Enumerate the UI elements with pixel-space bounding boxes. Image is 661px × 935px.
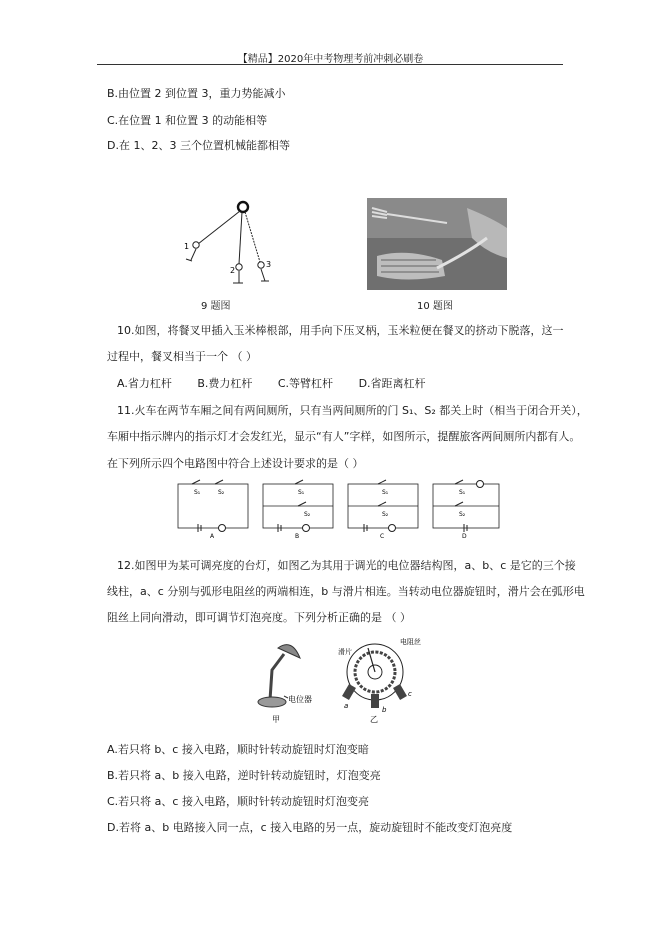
svg-text:滑片: 滑片: [338, 648, 352, 656]
circuit-a: [178, 480, 248, 540]
circuit-c: [348, 480, 418, 540]
q9-option-b: B.由位置 2 到位置 3，重力势能减小: [107, 87, 286, 100]
svg-text:S₂: S₂: [382, 511, 389, 518]
q10-stem-line2: 过程中，餐叉相当于一个 （ ）: [107, 350, 257, 363]
q12-option-a: A.若只将 b、c 接入电路，顺时针转动旋钮时灯泡变暗: [107, 743, 369, 756]
svg-text:S₁: S₁: [194, 489, 201, 496]
circuit-diagrams: [170, 478, 500, 540]
lamp-potentiometer-figure: [250, 630, 450, 725]
svg-text:B: B: [295, 533, 300, 540]
fork-corn-photo: [367, 198, 507, 290]
q12-option-b: B.若只将 a、b 接入电路，逆时针转动旋钮时，灯泡变亮: [107, 769, 381, 782]
svg-text:C: C: [380, 533, 385, 540]
svg-text:S₂: S₂: [459, 511, 466, 518]
svg-text:c: c: [408, 690, 412, 698]
pendulum-label-1: 1: [184, 242, 190, 251]
q11-stem-line1: 11.火车在两节车厢之间有两间厕所，只有当两间厕所的门 S₁、S₂ 都关上时（相当于闭合开关），: [117, 404, 588, 417]
svg-text:S₁: S₁: [459, 489, 466, 496]
circuit-d: [433, 480, 499, 540]
q10-option-c: C.等臂杠杆: [277, 377, 334, 390]
pendulum-label-3: 3: [266, 260, 272, 269]
header-rule: [97, 64, 563, 65]
svg-text:a: a: [344, 702, 349, 710]
q12-stem-line3: 阻丝上同向滑动，即可调节灯泡亮度。下列分析正确的是 （ ）: [107, 611, 411, 624]
circuit-b: [263, 480, 333, 540]
svg-text:D: D: [462, 533, 467, 540]
q10-option-a: A.省力杠杆: [117, 377, 172, 390]
svg-text:S₁: S₁: [382, 489, 389, 496]
q12-stem-line2: 线柱，a、c 分别与弧形电阻丝的两端相连，b 与滑片相连。当转动电位器旋钮时，滑片会在弧形电: [107, 585, 585, 598]
page-header: 【精品】2020年中考物理考前冲刺必刷卷: [237, 54, 424, 65]
svg-text:A: A: [210, 533, 215, 540]
q10-stem-line1: 10.如图，将餐叉甲插入玉米棒根部，用手向下压叉柄，玉米粒便在餐叉的挤动下脱落，这一: [117, 324, 564, 337]
q10-option-b: B.费力杠杆: [197, 377, 253, 390]
svg-text:乙: 乙: [370, 715, 378, 724]
svg-text:电位器: 电位器: [288, 695, 312, 704]
q11-stem-line2: 车厢中指示牌内的指示灯才会发红光，显示“有人”字样，如图所示，提醒旅客两间厕所内都有人。: [107, 430, 581, 443]
q12-option-d: D.若将 a、b 电路接入同一点，c 接入电路的另一点，旋动旋钮时不能改变灯泡亮度: [107, 821, 513, 834]
svg-text:b: b: [382, 706, 387, 714]
q11-stem-line3: 在下列所示四个电路图中符合上述设计要求的是（ ）: [107, 457, 364, 470]
fig10-caption: 10 题图: [417, 301, 453, 312]
fig9-caption: 9 题图: [201, 301, 231, 312]
svg-text:电阻丝: 电阻丝: [400, 638, 421, 646]
svg-text:S₂: S₂: [304, 511, 311, 518]
svg-text:甲: 甲: [272, 715, 280, 724]
pendulum-figure: [170, 195, 290, 295]
svg-text:S₁: S₁: [298, 489, 305, 496]
q10-option-d: D.省距离杠杆: [358, 377, 426, 390]
q10-options: [117, 375, 448, 391]
svg-text:S₂: S₂: [218, 489, 225, 496]
pendulum-label-2: 2: [230, 266, 236, 275]
q9-option-c: C.在位置 1 和位置 3 的动能相等: [107, 114, 268, 127]
q12-option-c: C.若只将 a、c 接入电路，顺时针转动旋钮时灯泡变亮: [107, 795, 369, 808]
q12-stem-line1: 12.如图甲为某可调亮度的台灯，如图乙为其用于调光的电位器结构图，a、b、c 是它的三个接: [117, 559, 576, 572]
q9-option-d: D.在 1、2、3 三个位置机械能都相等: [107, 139, 290, 152]
